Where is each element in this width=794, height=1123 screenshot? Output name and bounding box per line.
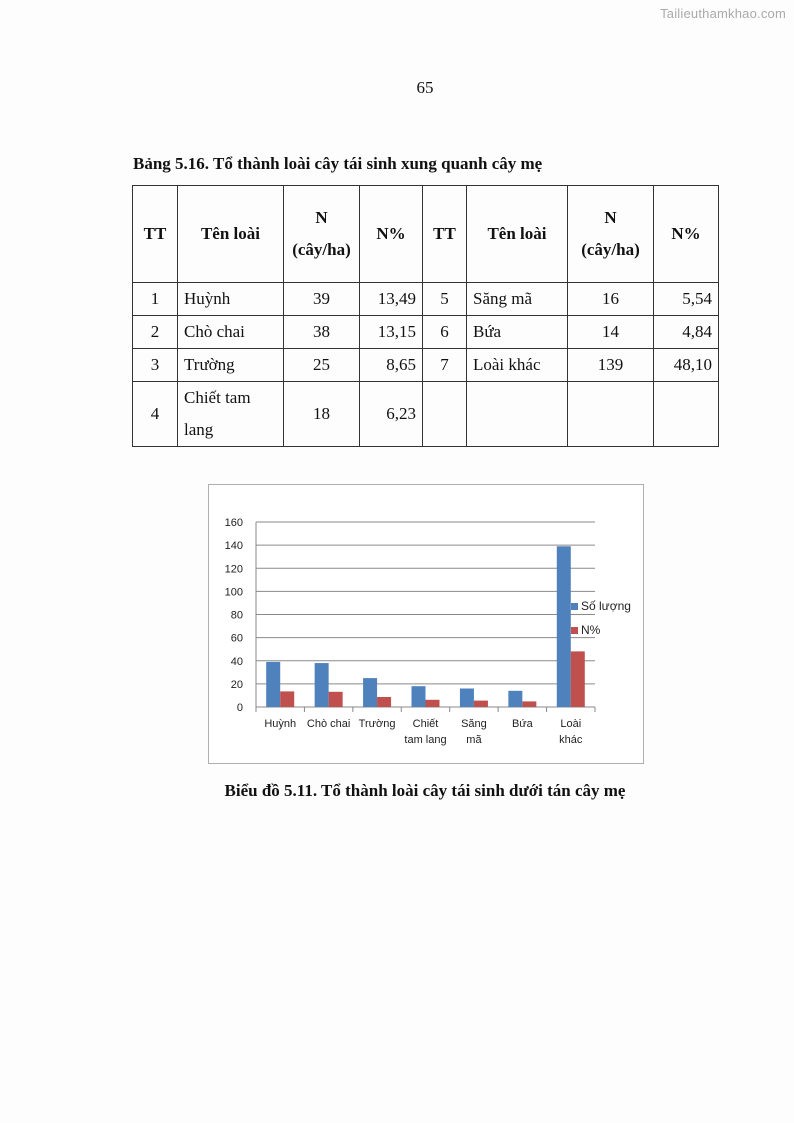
bar-count <box>363 678 377 707</box>
table-cell: Chiết tam lang <box>178 382 284 447</box>
x-tick-label: Chiết <box>412 718 439 730</box>
table-cell: 4,84 <box>654 316 719 349</box>
y-tick-label: 0 <box>236 702 243 714</box>
y-tick-label: 160 <box>224 517 243 529</box>
table-row <box>133 382 719 447</box>
table-header-row <box>133 186 719 283</box>
table-cell <box>423 382 467 447</box>
table-cell: Trường <box>178 349 284 382</box>
y-tick-label: 100 <box>224 586 243 599</box>
table-cell <box>654 382 719 447</box>
table-cell: Chò chai <box>178 316 284 349</box>
x-tick-label: Chò chai <box>306 718 351 730</box>
legend-label: Số lượng <box>581 599 631 613</box>
legend-swatch <box>571 627 578 634</box>
table-cell: Loài khác <box>467 349 568 382</box>
species-table <box>132 185 719 447</box>
x-tick-label: Trường <box>358 718 396 730</box>
bar-count <box>557 546 571 707</box>
header-tt: TT <box>423 186 467 283</box>
table-cell: 6 <box>423 316 467 349</box>
x-tick-label: Loài <box>560 718 582 730</box>
table-cell: 48,10 <box>654 349 719 382</box>
table-cell: 7 <box>423 349 467 382</box>
bar-count <box>315 663 329 707</box>
x-tick-label: tam lang <box>404 734 447 746</box>
table-cell: 4 <box>133 382 178 447</box>
x-tick-label: Săng <box>461 718 487 730</box>
bar-count <box>266 662 280 707</box>
table-cell: 2 <box>133 316 178 349</box>
table-row <box>133 283 719 316</box>
table-cell: 16 <box>568 283 654 316</box>
table-row <box>133 349 719 382</box>
page-number: 65 <box>416 78 434 97</box>
bar-count <box>508 691 522 707</box>
table-cell <box>467 382 568 447</box>
table-cell: Bứa <box>467 316 568 349</box>
table-cell: 39 <box>284 283 360 316</box>
table-cell: 13,15 <box>360 316 423 349</box>
header-percent: N% <box>360 186 423 283</box>
table-cell: 25 <box>284 349 360 382</box>
table-cell: 6,23 <box>360 382 423 447</box>
x-tick-label: khác <box>559 734 583 746</box>
table-caption: Bảng 5.16. Tổ thành loài cây tái sinh xung quanh cây mẹ <box>133 154 543 173</box>
table-cell: 14 <box>568 316 654 349</box>
y-tick-label: 120 <box>224 563 243 576</box>
bar-percent <box>329 692 343 707</box>
chart-frame <box>208 484 644 764</box>
table-cell: 13,49 <box>360 283 423 316</box>
table-cell: 5,54 <box>654 283 719 316</box>
bar-percent <box>426 700 440 707</box>
table-cell: Săng mã <box>467 283 568 316</box>
bar-percent <box>377 697 391 707</box>
y-tick-label: 20 <box>230 678 243 691</box>
x-tick-label: Huỳnh <box>264 718 297 730</box>
legend-label: N% <box>581 623 601 637</box>
x-tick-label: Bứa <box>511 718 533 730</box>
y-tick-label: 60 <box>230 632 243 645</box>
table-cell: 139 <box>568 349 654 382</box>
header-percent: N% <box>654 186 719 283</box>
table-cell: 5 <box>423 283 467 316</box>
table-cell: Huỳnh <box>178 283 284 316</box>
header-density: N (cây/ha) <box>568 186 654 283</box>
table-cell: 38 <box>284 316 360 349</box>
bar-chart <box>209 485 643 763</box>
table-cell: 3 <box>133 349 178 382</box>
table-cell <box>568 382 654 447</box>
bar-count <box>412 686 426 707</box>
bar-percent <box>280 691 294 707</box>
x-tick-label: mã <box>466 734 482 746</box>
bar-count <box>460 689 474 708</box>
header-tt: TT <box>133 186 178 283</box>
table-cell: 1 <box>133 283 178 316</box>
legend-swatch <box>571 603 578 610</box>
bar-percent <box>522 701 536 707</box>
watermark: Tailieuthamkhao.com <box>660 6 786 21</box>
chart-caption: Biểu đồ 5.11. Tổ thành loài cây tái sinh dưới tán cây mẹ <box>224 781 626 800</box>
header-species: Tên loài <box>467 186 568 283</box>
header-species: Tên loài <box>178 186 284 283</box>
y-tick-label: 80 <box>230 609 243 622</box>
y-tick-label: 140 <box>224 540 243 553</box>
table-cell: 8,65 <box>360 349 423 382</box>
header-density: N (cây/ha) <box>284 186 360 283</box>
table-cell: 18 <box>284 382 360 447</box>
bar-percent <box>474 701 488 707</box>
bar-percent <box>571 651 585 707</box>
y-tick-label: 40 <box>230 655 243 668</box>
table-row <box>133 316 719 349</box>
